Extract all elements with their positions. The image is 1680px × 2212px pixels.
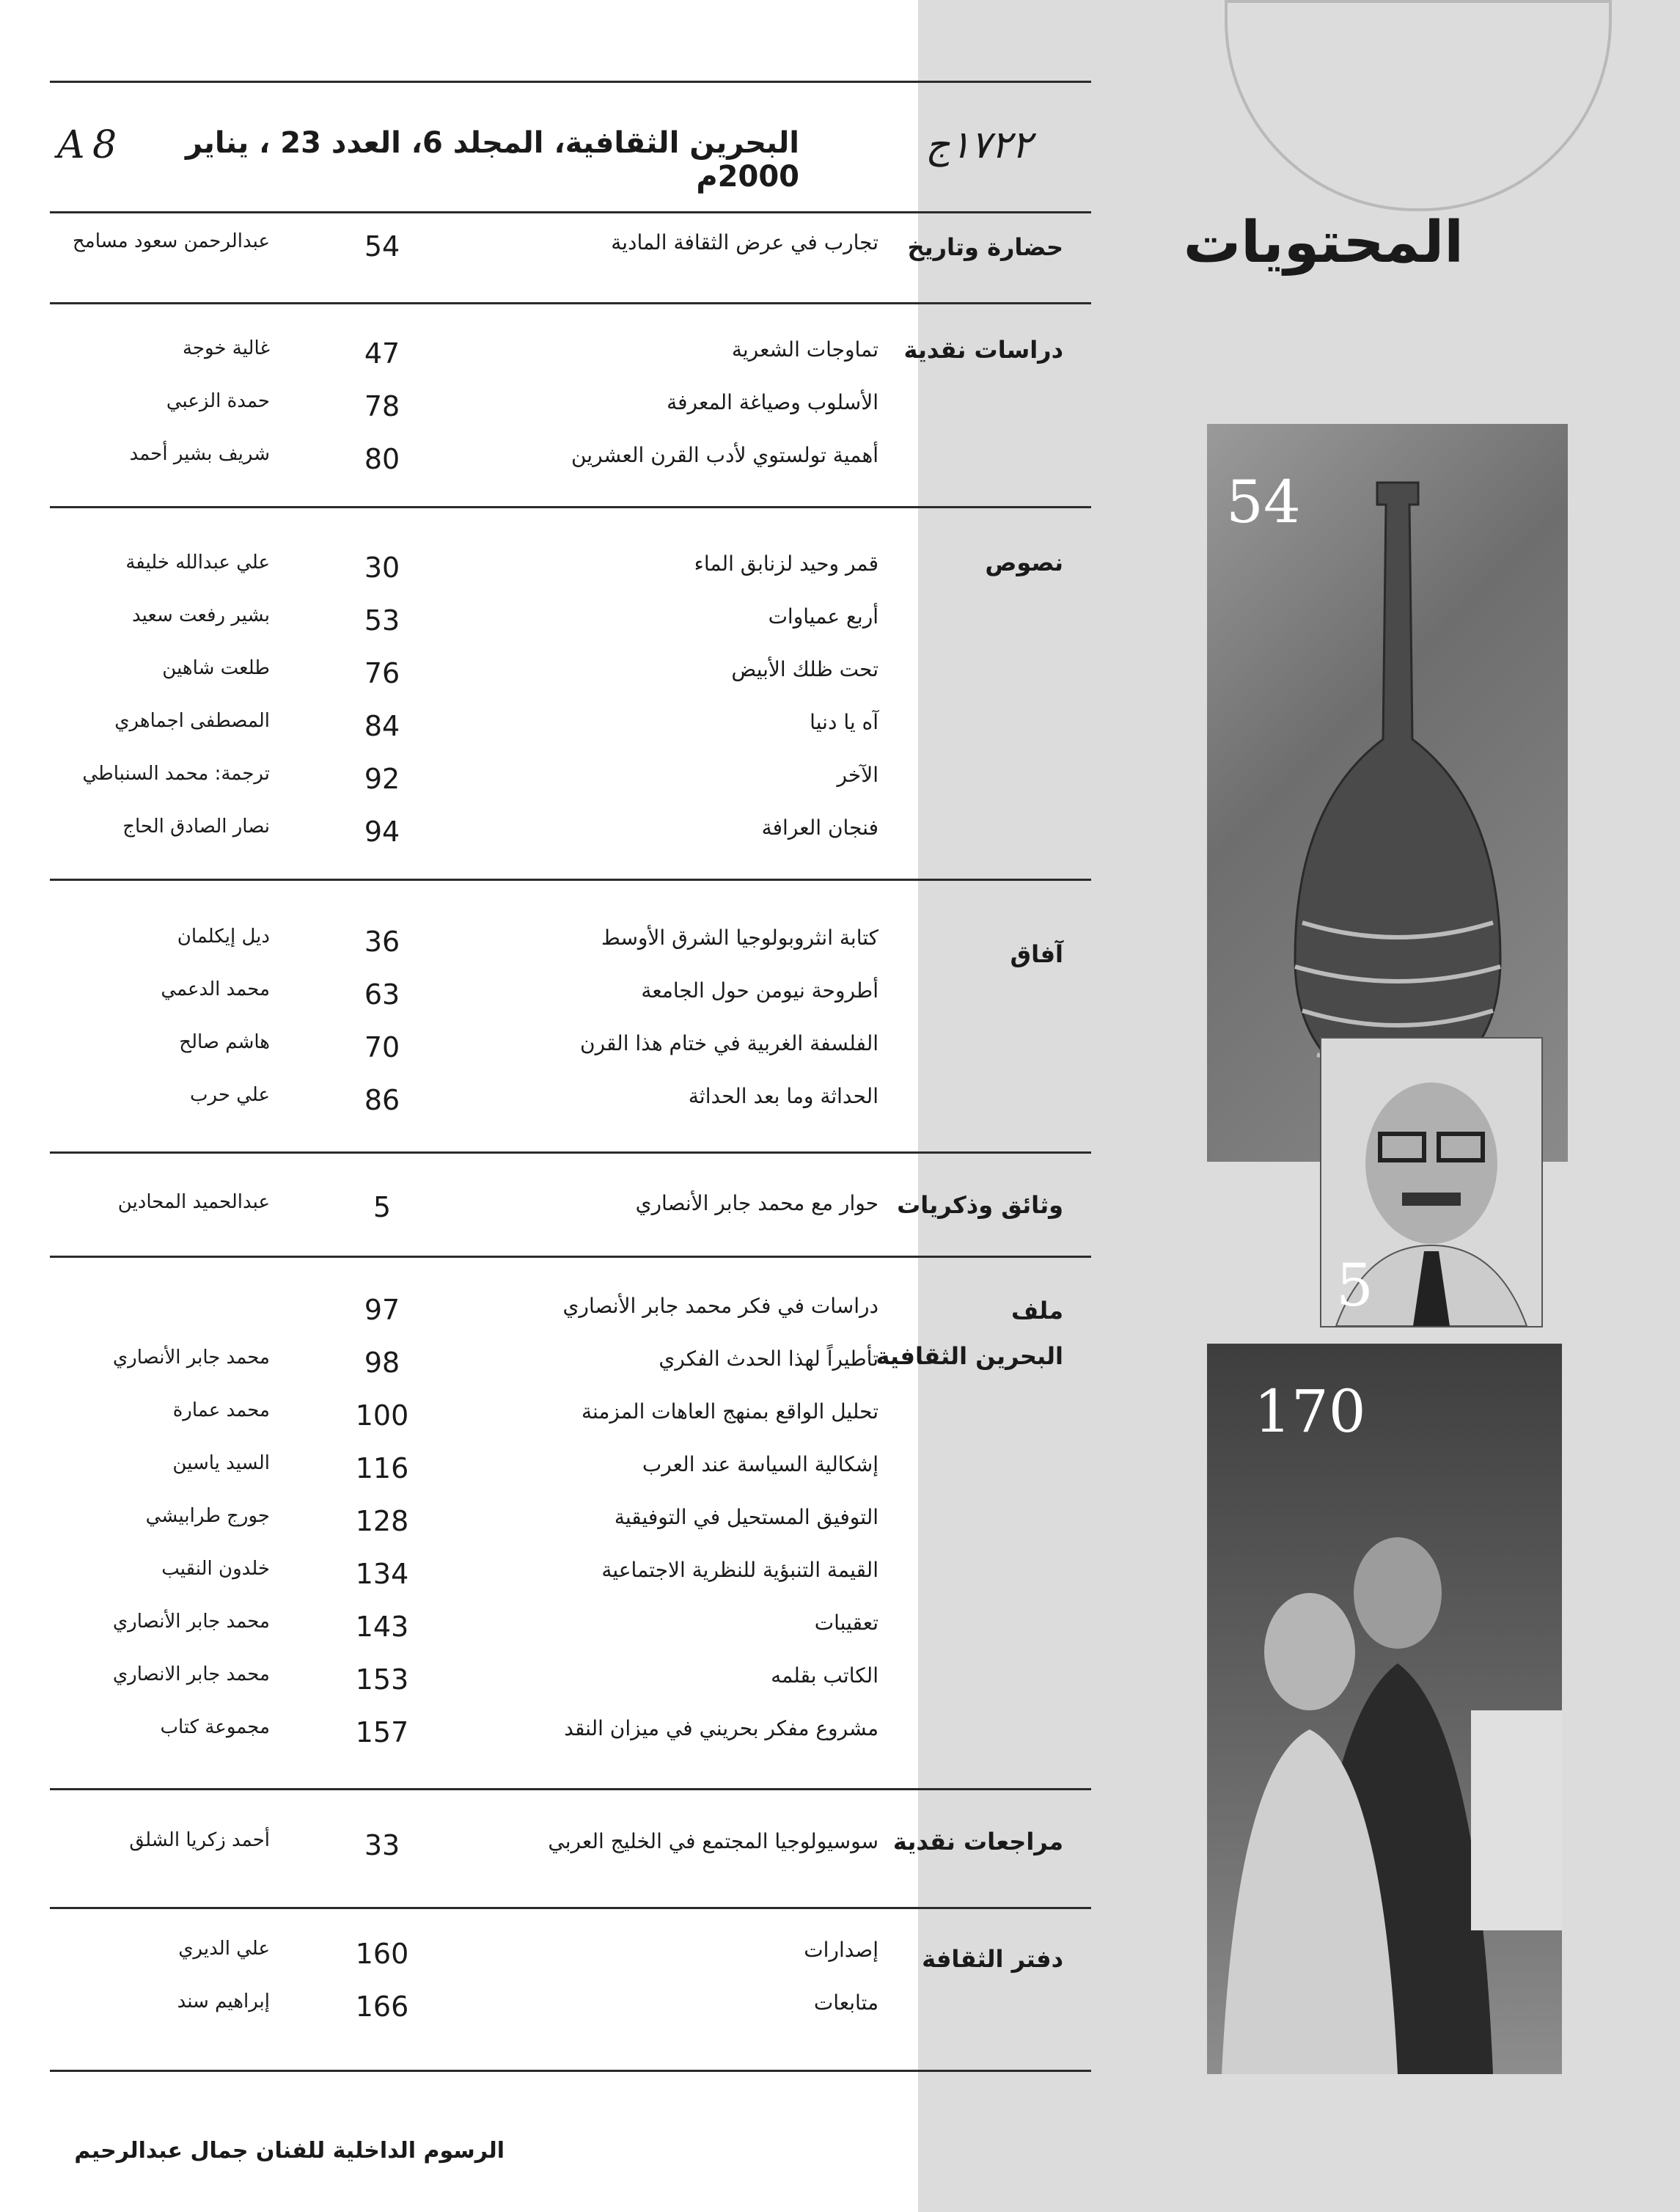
toc-title: قمر وحيد لزنابق الماء [694, 552, 878, 576]
toc-row[interactable] [50, 1991, 878, 2035]
toc-row[interactable] [50, 1399, 878, 1443]
toc-title: إصدارات [804, 1938, 878, 1962]
toc-title: تحليل الواقع بمنهج العاهات المزمنة [581, 1399, 878, 1424]
group-page-number: 170 [1254, 1377, 1366, 1446]
portrait-photo [1320, 1037, 1543, 1327]
toc-author: غالية خوجة [182, 337, 270, 359]
toc-title: أطروحة نيومن حول الجامعة [641, 978, 878, 1003]
toc-row[interactable] [50, 1191, 878, 1235]
handwritten-note-left: A 8 [57, 123, 117, 167]
toc-author: علي عبدالله خليفة [125, 552, 270, 574]
vase-page-number: 54 [1226, 468, 1301, 536]
toc-title: حوار مع محمد جابر الأنصاري [635, 1191, 878, 1215]
toc-row[interactable] [50, 443, 878, 487]
toc-title: مشروع مفكر بحريني في ميزان النقد [564, 1716, 878, 1740]
toc-page: 78 [364, 390, 400, 422]
toc-title: تجارب في عرض الثقافة المادية [611, 230, 878, 254]
toc-title: أربع عمياوات [768, 604, 878, 629]
toc-page: 53 [364, 604, 400, 637]
toc-row[interactable] [50, 1452, 878, 1496]
toc-page: 86 [364, 1084, 400, 1116]
toc-author: علي الديري [178, 1938, 270, 1960]
toc-page: 33 [364, 1829, 400, 1861]
toc-author: شريف بشير أحمد [129, 443, 270, 465]
toc-row[interactable] [50, 978, 878, 1022]
toc-row[interactable] [50, 390, 878, 434]
toc-row[interactable] [50, 1558, 878, 1602]
group-illustration [1207, 1344, 1562, 2074]
toc-title: تعقيبات [814, 1611, 878, 1635]
portrait-page-number: 5 [1336, 1251, 1373, 1319]
toc-page: 97 [364, 1294, 400, 1326]
toc-row[interactable] [50, 657, 878, 701]
toc-author: محمد جابر الانصاري [112, 1663, 270, 1685]
toc-page: 76 [364, 657, 400, 689]
toc-page: 100 [355, 1399, 409, 1432]
toc-row[interactable] [50, 1294, 878, 1338]
toc-author: محمد جابر الأنصاري [112, 1347, 270, 1369]
section-label-culture-notebook: دفتر الثقافة [922, 1945, 1063, 1973]
section-label-horizons: آفاق [1010, 940, 1063, 968]
toc-author: محمد الدعمي [161, 978, 270, 1000]
toc-page: 116 [355, 1452, 409, 1484]
contents-title: المحتويات [1183, 210, 1464, 276]
toc-page: 143 [355, 1611, 409, 1643]
toc-title: التوفيق المستحيل في التوفيقية [614, 1505, 878, 1529]
toc-author: ديل إيكلمان [177, 926, 270, 948]
toc-title: أهمية تولستوي لأدب القرن العشرين [571, 443, 878, 467]
toc-page: 36 [364, 926, 400, 958]
toc-title: الفلسفة الغربية في ختام هذا القرن [580, 1031, 878, 1055]
toc-row[interactable] [50, 552, 878, 596]
section-label-texts: نصوص [985, 549, 1063, 576]
toc-title: إشكالية السياسة عند العرب [642, 1452, 878, 1476]
toc-row[interactable] [50, 604, 878, 648]
toc-author: جورج طرابيشي [145, 1505, 270, 1527]
toc-page: 153 [355, 1663, 409, 1696]
toc-title: فنجان العرافة [761, 816, 878, 840]
toc-title: القيمة التنبؤية للنظرية الاجتماعية [601, 1558, 878, 1582]
toc-row[interactable] [50, 230, 878, 274]
toc-page: 94 [364, 816, 400, 848]
toc-author: أحمد زكريا الشلق [129, 1829, 270, 1851]
header-rule [50, 211, 1091, 213]
top-rule [50, 81, 1091, 83]
toc-author: مجموعة كتاب [160, 1716, 270, 1738]
section-label-file-sub: البحرين الثقافية [876, 1342, 1063, 1370]
toc-row[interactable] [50, 337, 878, 381]
toc-row[interactable] [50, 1505, 878, 1549]
toc-author: علي حرب [190, 1084, 270, 1106]
toc-page: 54 [364, 230, 400, 263]
toc-page: 63 [364, 978, 400, 1011]
toc-title: الآخر [837, 763, 878, 787]
toc-author: عبدالرحمن سعود مسامح [72, 230, 270, 252]
toc-row[interactable] [50, 1663, 878, 1707]
toc-page: 92 [364, 763, 400, 795]
toc-row[interactable] [50, 710, 878, 754]
toc-page: 166 [355, 1991, 409, 2023]
section-label-critical-reviews: مراجعات نقدية [892, 1828, 1063, 1856]
toc-title: متابعات [813, 1991, 878, 2015]
section-rule [50, 879, 1091, 881]
toc-page: 80 [364, 443, 400, 475]
toc-page: 134 [355, 1558, 409, 1590]
toc-title: دراسات في فكر محمد جابر الأنصاري [562, 1294, 878, 1318]
section-rule [50, 1256, 1091, 1258]
toc-title: سوسيولوجيا المجتمع في الخليج العربي [548, 1829, 878, 1853]
toc-page: 157 [355, 1716, 409, 1748]
toc-page: 98 [364, 1347, 400, 1379]
toc-author: إبراهيم سند [177, 1991, 270, 2013]
toc-author: المصطفى اجماهري [114, 710, 270, 732]
toc-author: نصار الصادق الحاج [122, 816, 270, 838]
toc-page: 30 [364, 552, 400, 584]
toc-row[interactable] [50, 1829, 878, 1873]
section-label-documents: وثائق وذكريات [897, 1191, 1063, 1219]
toc-row[interactable] [50, 763, 878, 807]
publication-header: البحرين الثقافية، المجلد 6، العدد 23 ، يناير 2000م [185, 126, 799, 194]
toc-title: آه يا دنيا [810, 710, 878, 734]
toc-title: الكاتب بقلمه [771, 1663, 878, 1688]
toc-page: 70 [364, 1031, 400, 1063]
toc-row[interactable] [50, 1347, 878, 1391]
toc-title: تحت ظلك الأبيض [731, 657, 878, 681]
bottom-rule [50, 2070, 1091, 2072]
toc-author: محمد عمارة [172, 1399, 270, 1421]
section-rule [50, 1151, 1091, 1154]
toc-author: حمدة الزعبي [166, 390, 270, 412]
toc-row[interactable] [50, 1716, 878, 1760]
toc-page: 84 [364, 710, 400, 742]
toc-title: الأسلوب وصياغة المعرفة [667, 390, 878, 414]
section-label-history: حضارة وتاريخ [907, 233, 1063, 261]
section-rule [50, 506, 1091, 508]
toc-page: 160 [355, 1938, 409, 1970]
section-rule [50, 1788, 1091, 1790]
section-label-file: ملف [1011, 1297, 1063, 1325]
section-rule [50, 1907, 1091, 1909]
toc-row[interactable] [50, 1611, 878, 1655]
toc-author: السيد ياسين [172, 1452, 270, 1474]
toc-title: تأطيراً لهذا الحدث الفكري [659, 1347, 878, 1371]
section-rule [50, 302, 1091, 304]
group-photo [1207, 1344, 1562, 2074]
toc-row[interactable] [50, 1031, 878, 1075]
section-label-critical-studies: دراسات نقدية [903, 336, 1063, 364]
toc-author: هاشم صالح [179, 1031, 270, 1053]
toc-author: بشير رفعت سعيد [131, 604, 270, 626]
toc-row[interactable] [50, 926, 878, 970]
toc-title: الحداثة وما بعد الحداثة [688, 1084, 878, 1108]
toc-author: ترجمة: محمد السنباطي [82, 763, 270, 785]
toc-author: محمد جابر الأنصاري [112, 1611, 270, 1633]
toc-page: 5 [373, 1191, 392, 1223]
footer-credit: الرسوم الداخلية للفنان جمال عبدالرحيم [74, 2138, 505, 2164]
toc-title: تماوجات الشعرية [731, 337, 878, 362]
toc-title: كتابة انثروبولوجيا الشرق الأوسط [601, 926, 878, 950]
toc-author: طلعت شاهين [162, 657, 270, 679]
toc-row[interactable] [50, 816, 878, 860]
toc-row[interactable] [50, 1084, 878, 1128]
toc-author: عبدالحميد المحادين [117, 1191, 270, 1213]
toc-author: خلدون النقيب [161, 1558, 270, 1580]
toc-page: 47 [364, 337, 400, 370]
toc-page: 128 [355, 1505, 409, 1537]
handwritten-note-right: ١٧٢٢ج [925, 123, 1032, 167]
toc-row[interactable] [50, 1938, 878, 1982]
